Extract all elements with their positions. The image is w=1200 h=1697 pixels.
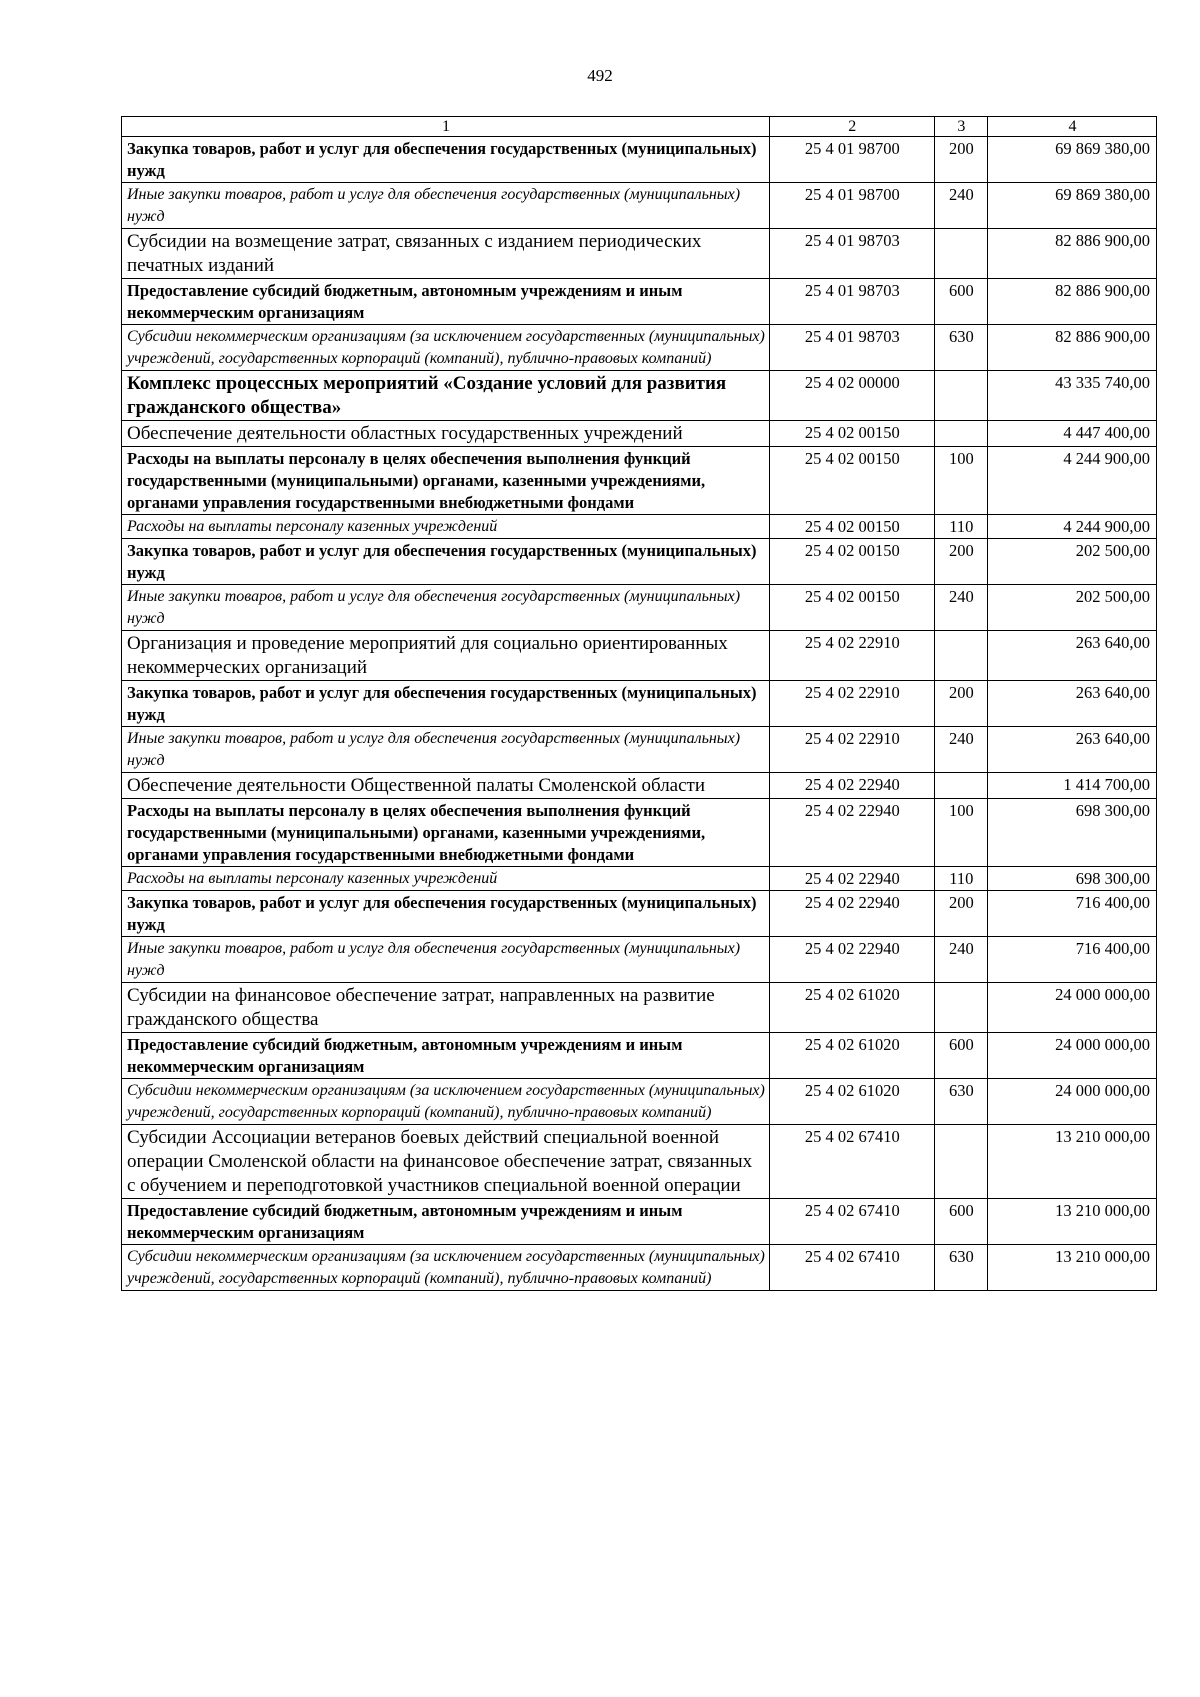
row-code-cell: 25 4 02 00150 <box>769 421 934 447</box>
row-name-cell: Расходы на выплаты персоналу казенных учреждений <box>122 867 770 891</box>
row-name-cell: Закупка товаров, работ и услуг для обеспечения государственных (муниципальных) нужд <box>122 539 770 585</box>
row-amount-cell: 716 400,00 <box>988 937 1157 983</box>
table-row <box>122 447 1157 515</box>
row-amount-cell: 1 414 700,00 <box>988 773 1157 799</box>
table-row <box>122 727 1157 773</box>
budget-table <box>121 116 1157 1291</box>
table-header-row <box>122 117 1157 137</box>
header-col-3: 3 <box>934 117 987 137</box>
header-col-1: 1 <box>122 117 770 137</box>
row-name-cell: Субсидии некоммерческим организациям (за исключением государственных (муниципальных) учреждений, государственных корпораций (компаний), публично-правовых компаний) <box>122 325 770 371</box>
table-row <box>122 1199 1157 1245</box>
row-expense-type-cell: 600 <box>934 1199 987 1245</box>
row-name-cell: Расходы на выплаты персоналу в целях обеспечения выполнения функций государственными (муниципальными) органами, казенными учреждениями, органами управления государственными внебюджетными фондами <box>122 799 770 867</box>
row-name-cell: Иные закупки товаров, работ и услуг для обеспечения государственных (муниципальных) нужд <box>122 937 770 983</box>
table-row <box>122 799 1157 867</box>
header-col-4: 4 <box>988 117 1157 137</box>
row-code-cell: 25 4 01 98703 <box>769 325 934 371</box>
row-amount-cell: 82 886 900,00 <box>988 279 1157 325</box>
row-name-cell: Субсидии на финансовое обеспечение затрат, направленных на развитие гражданского общества <box>122 983 770 1033</box>
row-amount-cell: 13 210 000,00 <box>988 1199 1157 1245</box>
row-name-cell: Субсидии на возмещение затрат, связанных с изданием периодических печатных изданий <box>122 229 770 279</box>
row-amount-cell: 4 447 400,00 <box>988 421 1157 447</box>
row-name-cell: Расходы на выплаты персоналу казенных учреждений <box>122 515 770 539</box>
row-code-cell: 25 4 02 00150 <box>769 447 934 515</box>
row-amount-cell: 4 244 900,00 <box>988 447 1157 515</box>
row-name-cell: Организация и проведение мероприятий для социально ориентированных некоммерческих организаций <box>122 631 770 681</box>
row-name-cell: Закупка товаров, работ и услуг для обеспечения государственных (муниципальных) нужд <box>122 891 770 937</box>
row-code-cell: 25 4 02 67410 <box>769 1125 934 1199</box>
table-row <box>122 279 1157 325</box>
table-row <box>122 183 1157 229</box>
row-name-cell: Предоставление субсидий бюджетным, автономным учреждениям и иным некоммерческим организациям <box>122 1033 770 1079</box>
row-expense-type-cell <box>934 229 987 279</box>
row-expense-type-cell: 110 <box>934 867 987 891</box>
row-code-cell: 25 4 02 00150 <box>769 539 934 585</box>
row-name-cell: Обеспечение деятельности областных государственных учреждений <box>122 421 770 447</box>
row-name-cell: Комплекс процессных мероприятий «Создание условий для развития гражданского общества» <box>122 371 770 421</box>
row-expense-type-cell: 240 <box>934 183 987 229</box>
row-name-cell: Субсидии некоммерческим организациям (за исключением государственных (муниципальных) учреждений, государственных корпораций (компаний), публично-правовых компаний) <box>122 1079 770 1125</box>
row-code-cell: 25 4 02 61020 <box>769 983 934 1033</box>
row-name-cell: Иные закупки товаров, работ и услуг для обеспечения государственных (муниципальных) нужд <box>122 183 770 229</box>
row-code-cell: 25 4 02 22940 <box>769 867 934 891</box>
row-name-cell: Закупка товаров, работ и услуг для обеспечения государственных (муниципальных) нужд <box>122 137 770 183</box>
row-amount-cell: 263 640,00 <box>988 631 1157 681</box>
row-amount-cell: 13 210 000,00 <box>988 1245 1157 1291</box>
row-code-cell: 25 4 02 22940 <box>769 937 934 983</box>
table-row <box>122 585 1157 631</box>
row-name-cell: Обеспечение деятельности Общественной палаты Смоленской области <box>122 773 770 799</box>
row-amount-cell: 24 000 000,00 <box>988 1033 1157 1079</box>
row-code-cell: 25 4 02 67410 <box>769 1199 934 1245</box>
row-expense-type-cell: 630 <box>934 325 987 371</box>
row-expense-type-cell: 110 <box>934 515 987 539</box>
table-row <box>122 229 1157 279</box>
table-row <box>122 515 1157 539</box>
row-amount-cell: 24 000 000,00 <box>988 1079 1157 1125</box>
table-row <box>122 371 1157 421</box>
row-name-cell: Расходы на выплаты персоналу в целях обеспечения выполнения функций государственными (муниципальными) органами, казенными учреждениями, органами управления государственными внебюджетными фондами <box>122 447 770 515</box>
row-name-cell: Субсидии некоммерческим организациям (за исключением государственных (муниципальных) учреждений, государственных корпораций (компаний), публично-правовых компаний) <box>122 1245 770 1291</box>
row-amount-cell: 13 210 000,00 <box>988 1125 1157 1199</box>
row-expense-type-cell: 630 <box>934 1245 987 1291</box>
row-amount-cell: 202 500,00 <box>988 539 1157 585</box>
row-code-cell: 25 4 02 61020 <box>769 1033 934 1079</box>
row-expense-type-cell <box>934 1125 987 1199</box>
row-expense-type-cell <box>934 773 987 799</box>
row-amount-cell: 82 886 900,00 <box>988 325 1157 371</box>
table-row <box>122 867 1157 891</box>
row-code-cell: 25 4 02 22910 <box>769 631 934 681</box>
table-row <box>122 1079 1157 1125</box>
row-amount-cell: 202 500,00 <box>988 585 1157 631</box>
row-expense-type-cell: 200 <box>934 137 987 183</box>
header-col-2: 2 <box>769 117 934 137</box>
row-expense-type-cell: 240 <box>934 727 987 773</box>
row-name-cell: Предоставление субсидий бюджетным, автономным учреждениям и иным некоммерческим организациям <box>122 1199 770 1245</box>
row-amount-cell: 69 869 380,00 <box>988 137 1157 183</box>
row-name-cell: Иные закупки товаров, работ и услуг для обеспечения государственных (муниципальных) нужд <box>122 727 770 773</box>
row-expense-type-cell <box>934 983 987 1033</box>
row-expense-type-cell <box>934 631 987 681</box>
row-code-cell: 25 4 02 00150 <box>769 585 934 631</box>
row-name-cell: Закупка товаров, работ и услуг для обеспечения государственных (муниципальных) нужд <box>122 681 770 727</box>
row-code-cell: 25 4 02 22940 <box>769 891 934 937</box>
table-row <box>122 539 1157 585</box>
row-code-cell: 25 4 01 98703 <box>769 229 934 279</box>
row-code-cell: 25 4 02 67410 <box>769 1245 934 1291</box>
table-row <box>122 1033 1157 1079</box>
row-code-cell: 25 4 02 61020 <box>769 1079 934 1125</box>
table-row <box>122 421 1157 447</box>
table-row <box>122 937 1157 983</box>
row-expense-type-cell: 240 <box>934 937 987 983</box>
page-number: 492 <box>587 66 613 85</box>
row-code-cell: 25 4 02 00150 <box>769 515 934 539</box>
table-row <box>122 325 1157 371</box>
table-row <box>122 773 1157 799</box>
row-name-cell: Предоставление субсидий бюджетным, автономным учреждениям и иным некоммерческим организациям <box>122 279 770 325</box>
table-row <box>122 891 1157 937</box>
row-amount-cell: 69 869 380,00 <box>988 183 1157 229</box>
row-expense-type-cell: 240 <box>934 585 987 631</box>
row-amount-cell: 698 300,00 <box>988 799 1157 867</box>
row-expense-type-cell: 100 <box>934 447 987 515</box>
row-expense-type-cell: 200 <box>934 681 987 727</box>
row-amount-cell: 4 244 900,00 <box>988 515 1157 539</box>
row-amount-cell: 43 335 740,00 <box>988 371 1157 421</box>
row-code-cell: 25 4 01 98700 <box>769 183 934 229</box>
row-expense-type-cell: 600 <box>934 279 987 325</box>
row-code-cell: 25 4 02 22910 <box>769 727 934 773</box>
row-code-cell: 25 4 02 22910 <box>769 681 934 727</box>
row-expense-type-cell: 600 <box>934 1033 987 1079</box>
row-amount-cell: 716 400,00 <box>988 891 1157 937</box>
row-amount-cell: 263 640,00 <box>988 727 1157 773</box>
row-expense-type-cell <box>934 371 987 421</box>
row-code-cell: 25 4 01 98700 <box>769 137 934 183</box>
table-row <box>122 681 1157 727</box>
row-expense-type-cell: 100 <box>934 799 987 867</box>
row-code-cell: 25 4 01 98703 <box>769 279 934 325</box>
table-row <box>122 631 1157 681</box>
row-code-cell: 25 4 02 22940 <box>769 799 934 867</box>
table-row <box>122 1125 1157 1199</box>
row-expense-type-cell: 630 <box>934 1079 987 1125</box>
row-amount-cell: 698 300,00 <box>988 867 1157 891</box>
table-row <box>122 983 1157 1033</box>
row-amount-cell: 24 000 000,00 <box>988 983 1157 1033</box>
row-name-cell: Субсидии Ассоциации ветеранов боевых действий специальной военной операции Смоленской области на финансовое обеспечение затрат, связанных с обучением и переподготовкой участников специальной военной операции <box>122 1125 770 1199</box>
table-row <box>122 1245 1157 1291</box>
row-expense-type-cell: 200 <box>934 891 987 937</box>
table-row <box>122 137 1157 183</box>
row-code-cell: 25 4 02 22940 <box>769 773 934 799</box>
row-amount-cell: 263 640,00 <box>988 681 1157 727</box>
row-amount-cell: 82 886 900,00 <box>988 229 1157 279</box>
row-name-cell: Иные закупки товаров, работ и услуг для обеспечения государственных (муниципальных) нужд <box>122 585 770 631</box>
row-code-cell: 25 4 02 00000 <box>769 371 934 421</box>
row-expense-type-cell <box>934 421 987 447</box>
row-expense-type-cell: 200 <box>934 539 987 585</box>
